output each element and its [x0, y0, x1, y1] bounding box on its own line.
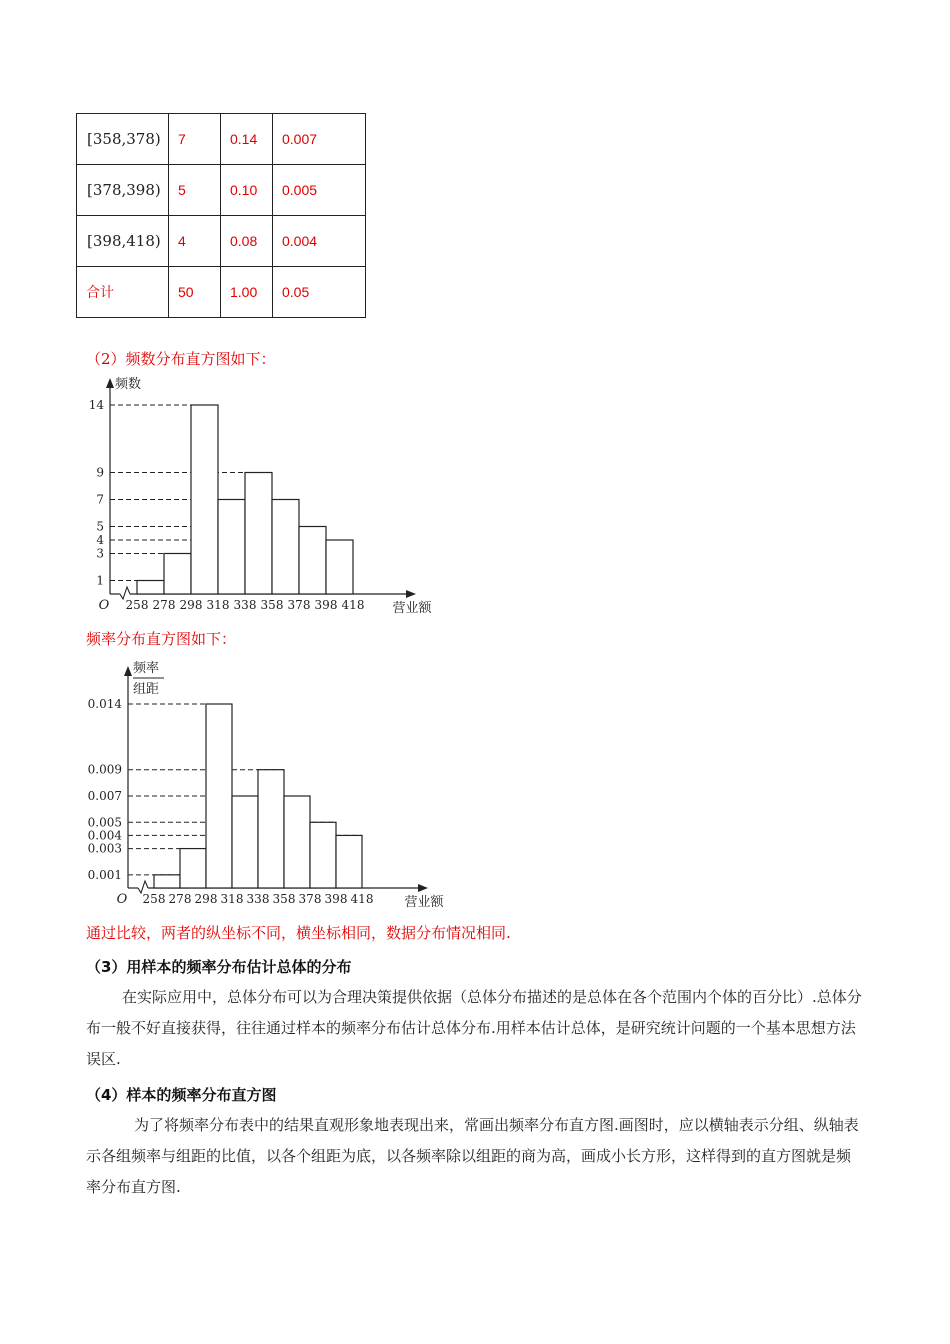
y-tick-label: 0.001 — [87, 867, 122, 882]
origin-label: O — [98, 598, 110, 613]
x-tick-label: 258 — [142, 892, 166, 906]
cell-count: 5 — [169, 165, 221, 216]
table-row — [77, 114, 366, 165]
y-tick-label: 0.004 — [87, 828, 122, 843]
section3-paragraph: 在实际应用中，总体分布可以为合理决策提供依据（总体分布描述的是总体在各个范围内个体的百分比）.总体分布一般不好直接获得，往往通过样本的频率分布估计总体分布.用样本估计总体，是研究统计问题的一个基本思想方法误区. — [86, 988, 862, 1068]
cell-interval: [378,398) — [77, 165, 169, 216]
cell-freq: 1.00 — [221, 267, 273, 318]
cell-count: 7 — [169, 114, 221, 165]
bar — [206, 704, 232, 888]
y-tick-label: 14 — [88, 398, 104, 412]
x-tick-label: 318 — [220, 892, 244, 906]
y-tick-label: 1 — [96, 573, 104, 588]
bar — [310, 822, 336, 888]
y-tick-label: 0.014 — [87, 697, 122, 711]
x-axis-arrow — [406, 590, 416, 598]
y-tick-label: 9 — [96, 465, 104, 480]
y-tick-label: 5 — [96, 519, 104, 534]
x-tick-label: 338 — [233, 598, 257, 612]
y-tick-label: 3 — [96, 546, 104, 561]
cell-density: 0.005 — [273, 165, 366, 216]
y-axis-label: 频数 — [115, 377, 142, 392]
x-tick-label: 278 — [152, 598, 176, 612]
bar — [218, 500, 245, 595]
x-tick-label: 258 — [125, 598, 149, 612]
x-tick-label: 358 — [272, 892, 296, 906]
cell-interval: [358,378) — [77, 114, 169, 165]
y-axis-arrow — [106, 378, 114, 388]
x-tick-label: 398 — [314, 598, 338, 612]
cell-count: 50 — [169, 267, 221, 318]
x-axis-arrow — [418, 884, 428, 892]
y-tick-label: 0.009 — [87, 762, 122, 777]
bar — [284, 796, 310, 888]
cell-freq: 0.08 — [221, 216, 273, 267]
bar — [164, 554, 191, 595]
x-tick-label: 338 — [246, 892, 270, 906]
x-tick-label: 418 — [341, 598, 365, 612]
cell-density: 0.007 — [273, 114, 366, 165]
x-tick-label: 278 — [168, 892, 192, 906]
comparison-text: 通过比较，两者的纵坐标不同，横坐标相同，数据分布情况相同. — [86, 924, 511, 942]
y-axis-label-bottom: 组距 — [133, 682, 160, 697]
bar — [232, 796, 258, 888]
frequency-table — [76, 113, 366, 318]
section3-heading: （3）用样本的频率分布估计总体的分布 — [86, 958, 352, 976]
bar — [336, 835, 362, 888]
table-row — [77, 267, 366, 318]
y-tick-label: 4 — [96, 533, 104, 547]
cell-count: 4 — [169, 216, 221, 267]
bar — [326, 540, 353, 594]
x-tick-label: 418 — [350, 892, 374, 906]
x-tick-label: 298 — [194, 892, 218, 906]
cell-interval: 合计 — [77, 267, 169, 318]
y-tick-label: 7 — [96, 492, 104, 507]
bar — [154, 875, 180, 888]
x-axis-label: 营业额 — [392, 601, 432, 616]
y-axis-arrow — [124, 666, 132, 676]
cell-density: 0.05 — [273, 267, 366, 318]
x-tick-label: 378 — [287, 598, 311, 612]
bar — [137, 581, 164, 595]
section4-heading: （4）样本的频率分布直方图 — [86, 1086, 277, 1104]
origin-label: O — [116, 892, 128, 907]
part2-label: （2）频数分布直方图如下： — [86, 350, 276, 368]
y-tick-label: 0.005 — [87, 815, 122, 830]
x-axis-label: 营业额 — [404, 895, 444, 910]
x-tick-label: 398 — [324, 892, 348, 906]
bar — [258, 770, 284, 888]
table-row — [77, 216, 366, 267]
bar — [299, 527, 326, 595]
x-tick-label: 358 — [260, 598, 284, 612]
cell-freq: 0.14 — [221, 114, 273, 165]
table-row — [77, 165, 366, 216]
x-tick-label: 318 — [206, 598, 230, 612]
x-tick-label: 298 — [179, 598, 203, 612]
y-axis-label-top: 频率 — [133, 661, 160, 676]
y-tick-label: 0.003 — [87, 841, 122, 856]
count-histogram — [84, 374, 434, 614]
x-tick-label: 378 — [298, 892, 322, 906]
bar — [180, 849, 206, 888]
cell-interval: [398,418) — [77, 216, 169, 267]
y-tick-label: 0.007 — [87, 789, 122, 803]
bar — [191, 405, 218, 594]
bar — [245, 473, 272, 595]
section4-paragraph: 为了将频率分布表中的结果直观形象地表现出来，常画出频率分布直方图.画图时，应以横轴表示分组、纵轴表示各组频率与组距的比值，以各个组距为底，以各频率除以组距的商为高，画成小长方形，这样得到的直方图就是频率分布直方图. — [86, 1116, 859, 1196]
cell-freq: 0.10 — [221, 165, 273, 216]
freq-hist-label: 频率分布直方图如下： — [86, 630, 237, 648]
bar — [272, 500, 299, 595]
frequency-histogram — [84, 654, 444, 914]
cell-density: 0.004 — [273, 216, 366, 267]
